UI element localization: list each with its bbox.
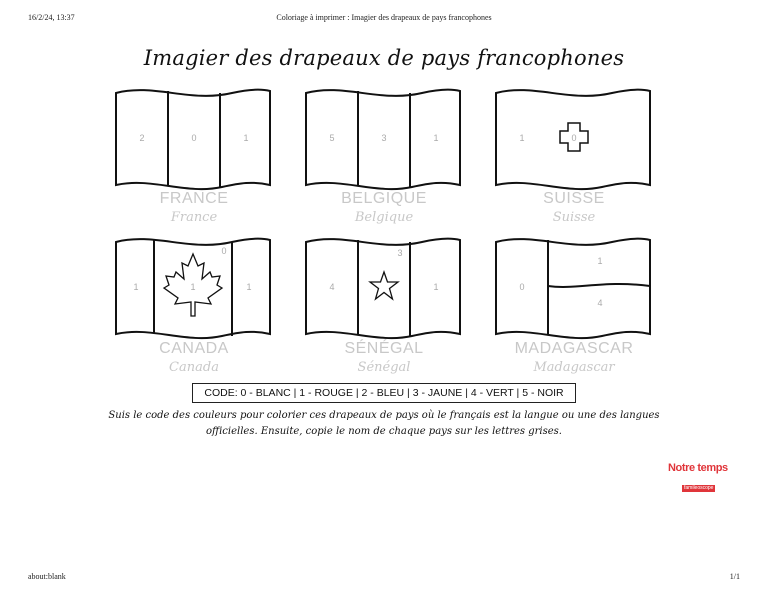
country-name: SÉNÉGAL — [344, 340, 424, 357]
flag-madagascar — [492, 236, 656, 340]
flag-senegal — [302, 236, 466, 340]
logo-main-text: Notre temps — [668, 462, 728, 474]
print-page-title: Coloriage à imprimer : Imagier des drapeaux de pays francophones — [276, 13, 492, 22]
color-number: 1 — [433, 282, 439, 292]
color-number: 0 — [519, 282, 525, 292]
logo-tag-text: famileoscope — [684, 485, 714, 491]
color-number: 1 — [133, 282, 139, 292]
color-number: 5 — [329, 133, 335, 143]
flag-suisse — [492, 87, 656, 191]
color-number: 1 — [597, 256, 603, 266]
country-name: FRANCE — [159, 190, 229, 207]
country-name: MADAGASCAR — [514, 340, 634, 357]
color-number: 1 — [246, 282, 252, 292]
country-name: BELGIQUE — [341, 190, 427, 207]
notre-temps-logo — [668, 462, 730, 493]
color-code-legend: CODE: 0 - BLANC | 1 - ROUGE | 2 - BLEU | 3 - JAUNE | 4 - VERT | 5 - NOIR — [192, 383, 576, 403]
color-number: 1 — [519, 133, 525, 143]
country-name-script: Sénégal — [357, 360, 411, 375]
print-page-count: 1/1 — [729, 572, 740, 581]
flag-france — [112, 87, 276, 191]
color-number: 0 — [191, 133, 197, 143]
country-name: CANADA — [159, 340, 229, 357]
color-number: 1 — [190, 282, 196, 292]
page-title: Imagier des drapeaux de pays francophones — [143, 46, 625, 70]
color-number: 1 — [433, 133, 439, 143]
print-url: about:blank — [28, 572, 66, 581]
country-name: SUISSE — [543, 190, 605, 207]
country-name-script: Madagascar — [533, 360, 615, 375]
color-number: 4 — [597, 298, 603, 308]
flag-canada — [112, 236, 276, 340]
country-name-script: Belgique — [354, 210, 414, 225]
flag-belgique — [302, 87, 466, 191]
color-number: 0 — [571, 133, 577, 143]
print-datetime: 16/2/24, 13:37 — [28, 13, 75, 22]
color-number: 1 — [243, 133, 249, 143]
country-name-script: Canada — [169, 360, 219, 375]
country-name-script: Suisse — [552, 210, 596, 225]
instructions-text: Suis le code des couleurs pour colorier ces drapeaux de pays où le français est la langue ou une des langues officielles. Ensuite, copie le nom de chaque pays sur les lettres grises. — [108, 410, 660, 437]
color-number: 0 — [221, 246, 227, 256]
color-number: 4 — [329, 282, 335, 292]
country-name-script: France — [170, 210, 218, 225]
color-number: 3 — [381, 133, 387, 143]
color-number: 2 — [139, 133, 145, 143]
color-number: 3 — [397, 248, 403, 258]
